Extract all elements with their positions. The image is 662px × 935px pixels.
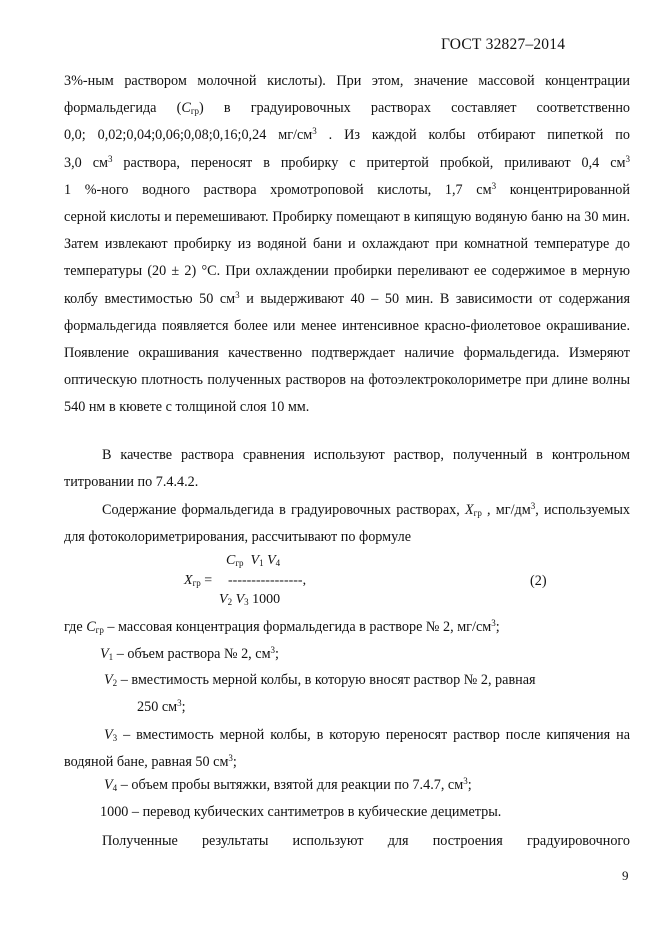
text-fragment: ; xyxy=(467,777,472,793)
where-label: где xyxy=(64,619,87,635)
definition-v1 xyxy=(100,641,630,668)
fraction-bar: ----------------, xyxy=(228,573,307,588)
symbol-x: X xyxy=(184,573,193,588)
text-line: 3%-ным раствором молочной кислоты). При этом, значение массовой концентрации xyxy=(64,73,630,89)
superscript: 3 xyxy=(530,501,536,511)
definition-v4 xyxy=(104,772,630,799)
definition-v2-value xyxy=(137,694,630,721)
formula-number: (2) xyxy=(530,573,547,589)
text-fragment: ; xyxy=(495,619,500,635)
superscript: 3 xyxy=(228,753,233,764)
subscript-gr: гр xyxy=(473,508,482,518)
definition-v3 xyxy=(64,722,630,776)
superscript: 3 xyxy=(463,776,468,786)
formula-lhs xyxy=(184,573,212,589)
definition-v2 xyxy=(104,667,630,694)
superscript: 3 xyxy=(235,289,240,300)
symbol-v: V xyxy=(219,592,228,607)
text-fragment: . Из каждой колбы отбирают пипеткой по xyxy=(316,127,630,144)
paragraph-reference: В качестве раствора сравнения используют раствор, полученный в контрольном титровании по 7.4.4.2. xyxy=(64,447,630,491)
symbol-c: C xyxy=(181,100,191,117)
symbol-v: V xyxy=(267,553,276,568)
symbol-v: V xyxy=(235,592,245,607)
subscript-gr: гр xyxy=(235,558,244,568)
subscript-gr: гр xyxy=(190,106,200,117)
subscript: 1 xyxy=(108,652,114,662)
formula-numerator xyxy=(226,553,280,569)
subscript-gr: гр xyxy=(192,578,201,588)
subscript: 3 xyxy=(244,597,249,607)
symbol-x: X xyxy=(465,502,474,518)
subscript: 2 xyxy=(112,678,118,688)
formula-denominator xyxy=(219,592,280,608)
text-fragment: ) в градуировочных растворах составляет соответственно xyxy=(199,100,631,117)
page-number: 9 xyxy=(622,868,629,883)
superscript: 3 xyxy=(491,618,496,628)
definition-c xyxy=(64,614,630,641)
text-fragment: – объем пробы вытяжки, взятой для реакции по 7.4.7, см xyxy=(117,777,464,793)
text-fragment: концентрированной xyxy=(496,181,630,198)
subscript-gr: гр xyxy=(95,625,104,635)
text-fragment: раствора, переносят в пробирку с притертой пробкой, приливают 0,4 см xyxy=(112,154,626,171)
text-fragment: 3,0 см xyxy=(64,154,108,171)
equals-sign: = xyxy=(200,573,213,588)
text-fragment: 0,0; 0,02;0,04;0,06;0,08;0,16;0,24 мг/см xyxy=(64,127,313,144)
symbol-v: V xyxy=(104,727,113,743)
text-fragment: , мг/дм xyxy=(481,502,531,518)
symbol-c: C xyxy=(86,619,96,635)
text-fragment: 1 %-ного водного раствора хромотроповой кислоты, 1,7 см xyxy=(64,181,492,198)
symbol-v: V xyxy=(100,646,109,662)
subscript: 3 xyxy=(112,733,118,743)
superscript: 3 xyxy=(312,126,317,137)
text-fragment: формальдегида ( xyxy=(64,100,182,117)
subscript: 4 xyxy=(275,558,281,568)
superscript: 3 xyxy=(177,698,182,708)
text-fragment: , используемых для фотоколориметрирования, рассчитывают по формуле xyxy=(64,502,630,546)
constant: 1000 xyxy=(248,592,281,607)
text-fragment: серной кислоты и перемешивают. Пробирку помещают в кипящую водяную баню на 30 мин. Затем извлекают пробирку из водяной бани и охлаждают при комнатной температуре до температуры (20 ± 2) °С. При охлаждении пробирки переливают ее содержимое в мерную колбу вместимостью 50 см xyxy=(64,209,630,307)
subscript: 4 xyxy=(112,783,118,793)
superscript: 3 xyxy=(270,645,276,655)
text-fragment: Содержание формальдегида в градуировочных растворах, xyxy=(102,502,465,518)
superscript: 3 xyxy=(491,180,497,191)
text-fragment: 250 см xyxy=(137,699,178,715)
text-fragment: – массовая концентрация формальдегида в растворе № 2, мг/см xyxy=(103,619,492,635)
text-fragment: – объем раствора № 2, см xyxy=(113,646,271,662)
text-fragment: – вместимость мерной колбы, в которую переносят раствор после кипячения на водяной бане, равная 50 см xyxy=(64,727,630,771)
subscript: 1 xyxy=(259,558,264,568)
symbol-v: V xyxy=(104,777,113,793)
text-fragment: ; xyxy=(181,699,186,715)
symbol-c: C xyxy=(226,553,236,568)
paragraph-results: Полученные результаты используют для построения градуировочного xyxy=(102,833,630,849)
paragraph-content xyxy=(64,497,630,551)
superscript: 3 xyxy=(107,153,113,164)
document-header: ГОСТ 32827–2014 xyxy=(441,36,566,53)
paragraph-procedure xyxy=(64,68,630,422)
text-fragment: ; xyxy=(275,646,279,662)
text-fragment: – вместимость мерной колбы, в которую вносят раствор № 2, равная xyxy=(117,672,536,688)
text-fragment: и выдерживают 40 – 50 мин. В зависимости от содержания формальдегида появляется более или менее интенсивное красно-фиолетовое окрашивание. Появление окрашивания качественно подтверждает наличие формальдегида. Измеряют оптическую плотность полученных растворов на фотоэлектроколориметре при длине волны 540 нм в кювете с толщиной слоя 10 мм. xyxy=(64,290,631,416)
text-fragment: ; xyxy=(232,754,237,771)
superscript: 3 xyxy=(625,153,630,164)
symbol-v: V xyxy=(104,672,113,688)
subscript: 2 xyxy=(227,597,233,607)
definition-1000: 1000 – перевод кубических сантиметров в кубические дециметры. xyxy=(100,804,502,820)
symbol-v: V xyxy=(250,553,260,568)
